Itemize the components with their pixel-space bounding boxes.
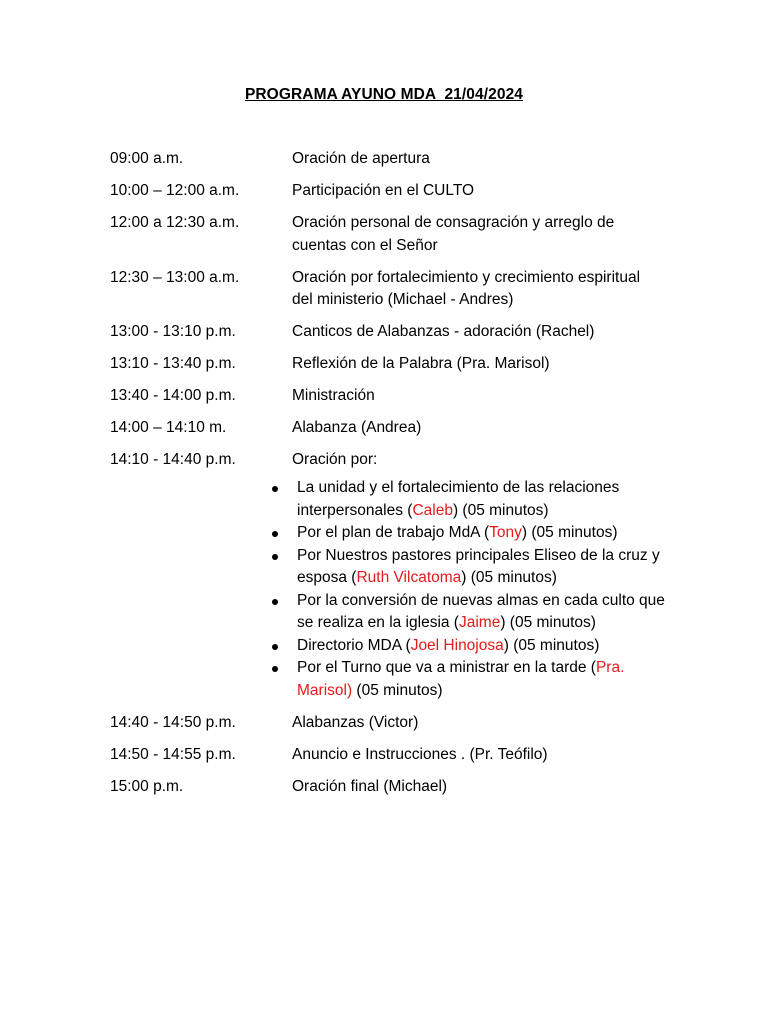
schedule-row: [110, 776, 670, 799]
schedule-row: [110, 417, 670, 440]
topic-text: ) (05 minutos): [452, 501, 549, 519]
schedule-time: 13:00 - 13:10 p.m.: [110, 323, 236, 340]
bullet-icon: [272, 554, 278, 560]
schedule-row: [110, 744, 670, 767]
schedule-row: [110, 449, 670, 472]
schedule-time: 12:00 a 12:30 a.m.: [110, 214, 240, 231]
schedule-time: 09:00 a.m.: [110, 150, 184, 167]
topic-text: ) (05 minutos): [503, 636, 600, 654]
schedule-time: 13:10 - 13:40 p.m.: [110, 355, 236, 372]
schedule-row: [110, 148, 670, 171]
schedule-time: 13:40 - 14:00 p.m.: [110, 387, 236, 404]
schedule-time: 14:40 - 14:50 p.m.: [110, 713, 236, 731]
schedule-row: [110, 712, 670, 735]
schedule-activity: Alabanzas (Victor): [292, 713, 419, 731]
bullet-icon: [272, 486, 278, 492]
schedule-row: [110, 385, 670, 408]
schedule-activity: Alabanza (Andrea): [292, 419, 422, 436]
schedule-activity: Canticos de Alabanzas - adoración (Rachel): [292, 323, 595, 340]
topic-text: Por el plan de trabajo MdA (: [297, 524, 490, 541]
topic-text: (05 minutos): [352, 681, 443, 699]
highlighted-name: Ruth Vilcatoma: [356, 569, 462, 586]
topic-text: Por la conversión de nuevas almas en cada culto que se realiza en la iglesia (: [297, 591, 665, 631]
prayer-topic-item: [297, 477, 667, 522]
schedule-row: [110, 180, 670, 203]
prayer-topics-list: [297, 477, 667, 702]
schedule-activity: Oración de apertura: [292, 150, 430, 167]
highlighted-name: Caleb: [412, 501, 453, 519]
schedule-activity: Oración por fortalecimiento y crecimiento espiritual del ministerio (Michael - Andres): [292, 268, 641, 308]
prayer-topic-item: [297, 590, 667, 635]
topic-text: ) (05 minutos): [500, 614, 596, 631]
schedule-activity: Oración personal de consagración y arreglo de cuentas con el Señor: [292, 214, 615, 254]
page-title: PROGRAMA AYUNO MDA 21/04/2024: [244, 86, 524, 103]
schedule-row: [110, 321, 670, 344]
bullet-icon: [272, 666, 278, 672]
schedule-activity: Anuncio e Instrucciones . (Pr. Teófilo): [292, 745, 548, 763]
schedule-activity: Reflexión de la Palabra (Pra. Marisol): [292, 355, 550, 372]
prayer-topic-item: [297, 522, 667, 545]
schedule-row: [110, 267, 670, 312]
bullet-icon: [272, 599, 278, 605]
highlighted-name: Tony: [489, 524, 522, 541]
schedule-time: 14:10 - 14:40 p.m.: [110, 451, 236, 468]
schedule-time: 14:00 – 14:10 m.: [110, 419, 227, 436]
schedule-time: 10:00 – 12:00 a.m.: [110, 182, 240, 199]
schedule-activity: Oración final (Michael): [292, 777, 448, 795]
prayer-topic-item: [297, 635, 667, 658]
topic-text: ) (05 minutos): [461, 569, 557, 586]
highlighted-name: Jaime: [458, 614, 501, 631]
bullet-icon: [272, 644, 278, 650]
schedule-activity: Participación en el CULTO: [292, 182, 475, 199]
prayer-topic-item: [297, 545, 667, 590]
schedule-activity: Oración por:: [292, 451, 378, 468]
schedule-activity: Ministración: [292, 387, 375, 404]
schedule-time: 15:00 p.m.: [110, 777, 184, 795]
schedule-row: [110, 353, 670, 376]
schedule-time: 12:30 – 13:00 a.m.: [110, 268, 240, 286]
topic-text: Directorio MDA (: [297, 636, 411, 654]
topic-text: La unidad y el fortalecimiento de las relaciones interpersonales (: [297, 479, 620, 519]
highlighted-name: Joel Hinojosa: [410, 636, 504, 654]
topic-text: ) (05 minutos): [521, 524, 618, 541]
schedule-row: [110, 212, 670, 257]
highlighted-name: Pra. Marisol): [297, 659, 625, 699]
topic-text: Por el Turno que va a ministrar en la tarde (: [297, 659, 596, 676]
topic-text: Por Nuestros pastores principales Eliseo de la cruz y esposa (: [297, 546, 660, 586]
schedule-time: 14:50 - 14:55 p.m.: [110, 745, 236, 763]
prayer-topic-item: [297, 657, 667, 702]
schedule-list: [110, 148, 670, 808]
bullet-icon: [272, 531, 278, 537]
